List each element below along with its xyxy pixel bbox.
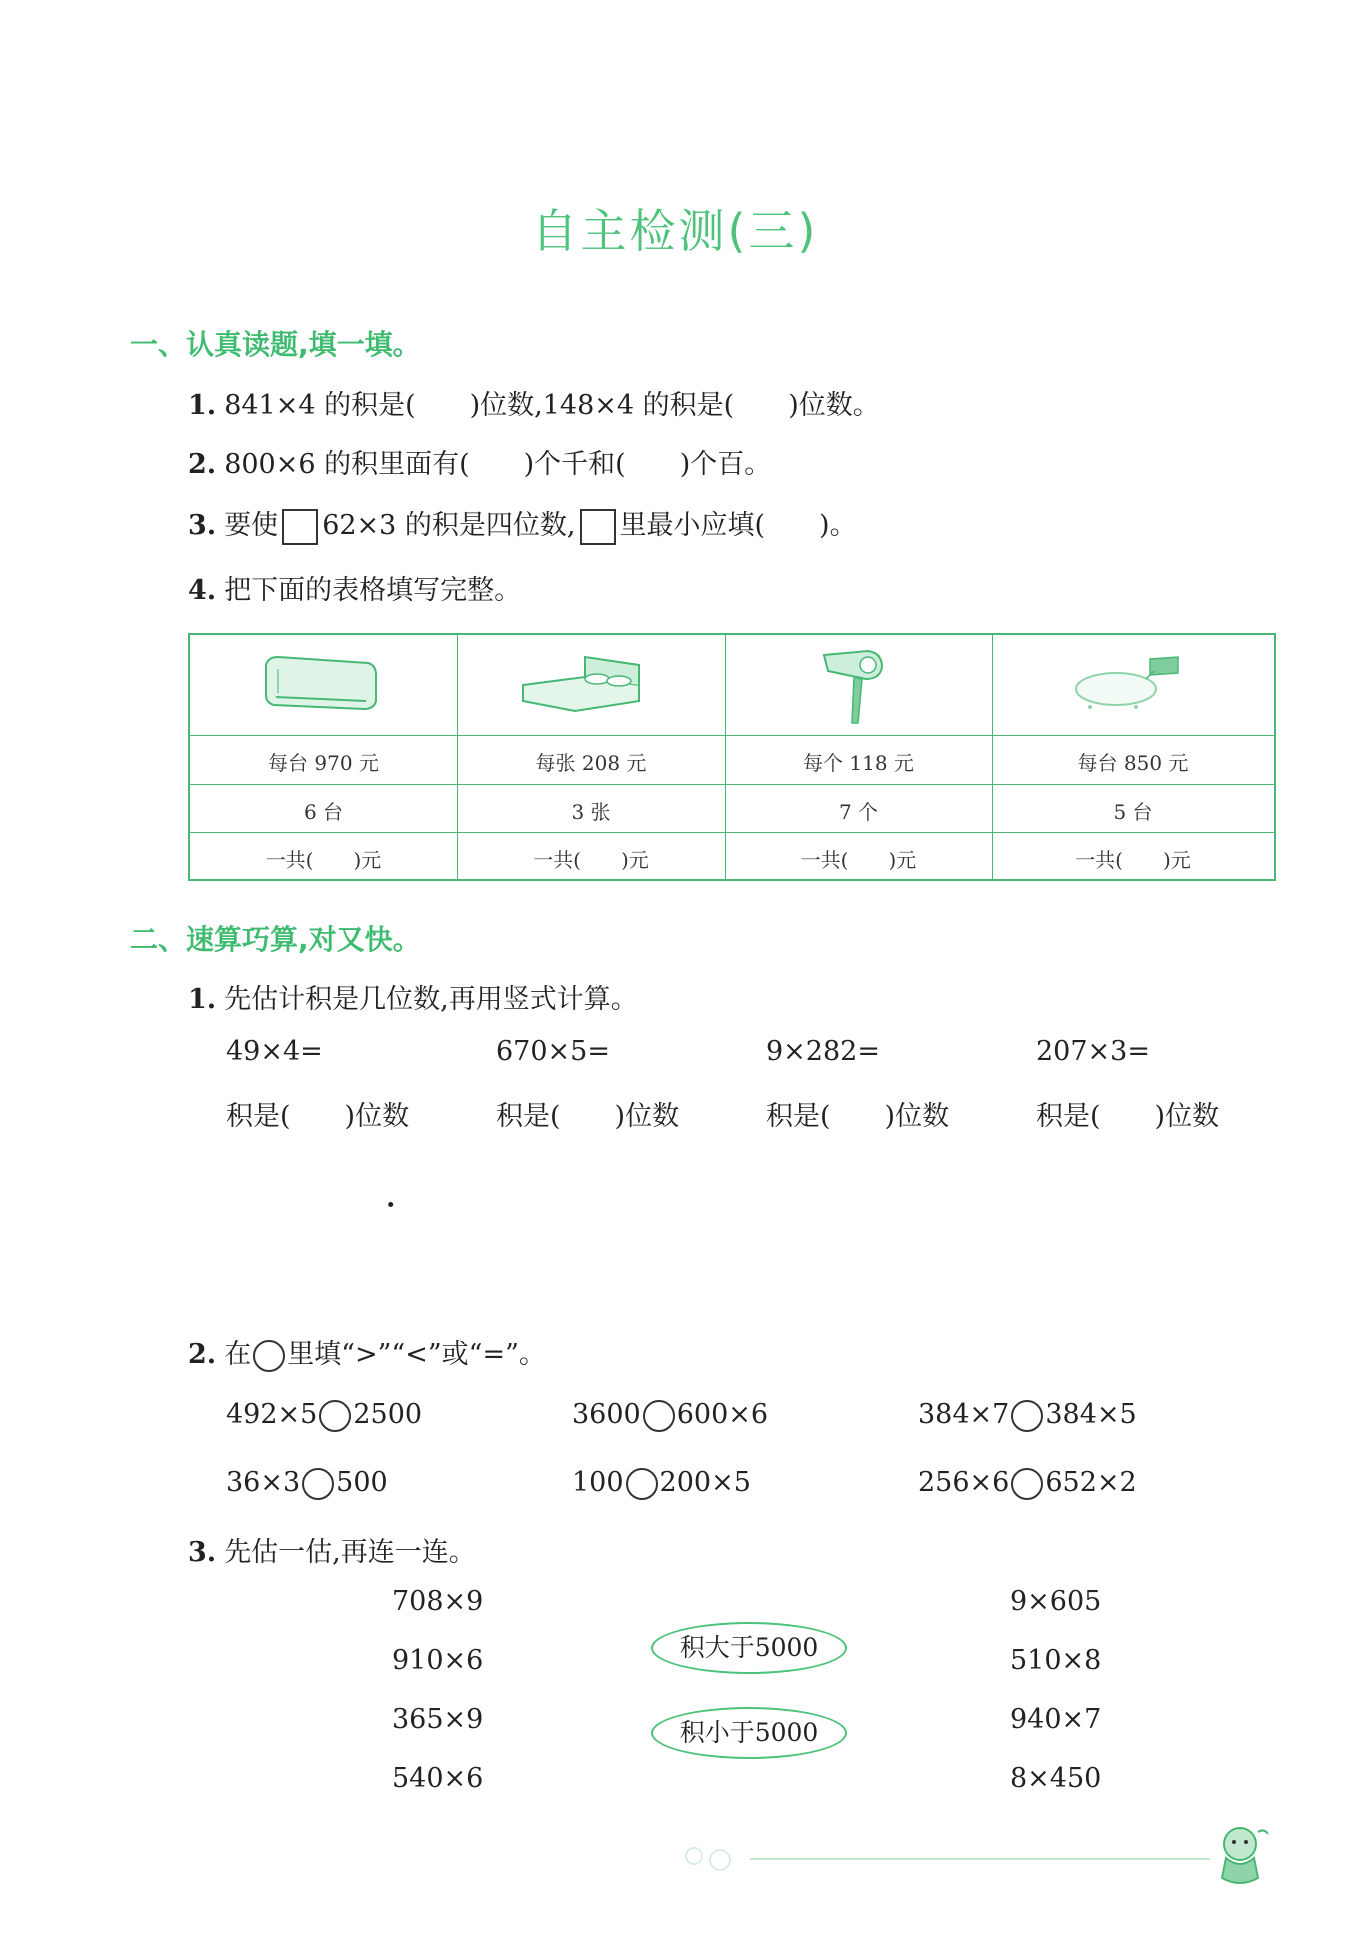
compare-item xyxy=(918,1399,1137,1432)
table-divider xyxy=(190,832,1274,833)
compare-right: 600×6 xyxy=(676,1399,769,1430)
question-2-3 xyxy=(188,1530,476,1569)
compare-circle[interactable] xyxy=(319,1400,351,1432)
section-1-heading: 一、认真读题,填一填。 xyxy=(130,328,421,361)
footer-divider xyxy=(750,1858,1210,1860)
question-text-b: 里填“>”“<”或“=”。 xyxy=(287,1339,546,1370)
question-1-3 xyxy=(188,503,857,545)
calc-answer[interactable]: 积是( )位数 xyxy=(1036,1101,1220,1132)
table-cell-total[interactable]: 一共( )元 xyxy=(800,848,917,872)
match-left-item[interactable]: 910×6 xyxy=(392,1645,484,1676)
compare-left: 3600 xyxy=(572,1399,641,1430)
question-text: 先估计积是几位数,再用竖式计算。 xyxy=(224,984,638,1015)
compare-left: 384×7 xyxy=(918,1399,1010,1430)
stray-dot: · xyxy=(386,1190,396,1221)
question-text: 800×6 的积里面有( )个千和( )个百。 xyxy=(224,449,772,480)
table-cell-price: 每台 970 元 xyxy=(268,751,379,775)
table-cell-qty: 3 张 xyxy=(571,800,611,824)
compare-left: 492×5 xyxy=(226,1399,318,1430)
compare-circle[interactable] xyxy=(643,1400,675,1432)
oval-less-than-5000[interactable]: 积小于5000 xyxy=(651,1707,847,1759)
answer-box-reference xyxy=(580,509,616,545)
page-title: 自主检测(三) xyxy=(531,204,819,258)
compare-right: 384×5 xyxy=(1045,1399,1137,1430)
air-conditioner-icon xyxy=(260,649,380,721)
question-number: 2. xyxy=(188,449,217,480)
question-text-a: 在 xyxy=(224,1339,252,1370)
compare-item xyxy=(226,1399,422,1432)
compare-circle[interactable] xyxy=(626,1468,658,1500)
match-left-item[interactable]: 365×9 xyxy=(392,1704,484,1735)
bed-icon xyxy=(515,649,645,721)
table-cell-qty: 7 个 xyxy=(838,800,879,824)
table-divider xyxy=(190,735,1274,736)
calc-answer[interactable]: 积是( )位数 xyxy=(766,1101,950,1132)
match-right-item[interactable]: 8×450 xyxy=(1010,1763,1102,1794)
question-1-4 xyxy=(188,568,521,607)
circle-symbol xyxy=(253,1340,285,1372)
footer-bubbles-icon xyxy=(680,1836,740,1876)
question-number: 1. xyxy=(188,390,217,421)
compare-circle[interactable] xyxy=(1011,1400,1043,1432)
match-right-item[interactable]: 510×8 xyxy=(1010,1645,1102,1676)
price-table xyxy=(188,633,1276,881)
question-text-a: 要使 xyxy=(224,510,279,541)
question-number: 3. xyxy=(188,1537,217,1568)
compare-right: 2500 xyxy=(353,1399,423,1430)
question-number: 2. xyxy=(188,1339,217,1370)
question-number: 1. xyxy=(188,984,217,1015)
table-cell-price: 每张 208 元 xyxy=(535,751,647,775)
calc-answer[interactable]: 积是( )位数 xyxy=(226,1101,410,1132)
calc-expression: 9×282= xyxy=(766,1036,880,1067)
compare-item xyxy=(918,1467,1137,1500)
calc-expression: 49×4= xyxy=(226,1036,323,1067)
question-number: 4. xyxy=(188,575,217,606)
match-right-item[interactable]: 940×7 xyxy=(1010,1704,1102,1735)
calc-expression: 670×5= xyxy=(496,1036,610,1067)
table-cell-qty: 5 台 xyxy=(1113,800,1153,824)
compare-right: 500 xyxy=(336,1467,388,1498)
compare-right: 200×5 xyxy=(659,1467,751,1498)
question-1-1 xyxy=(188,383,880,422)
compare-item xyxy=(226,1467,388,1500)
compare-circle[interactable] xyxy=(1011,1468,1043,1500)
table-cell-price: 每台 850 元 xyxy=(1077,751,1189,775)
table-cell-qty: 6 台 xyxy=(303,800,344,824)
mascot-icon xyxy=(1206,1822,1276,1894)
compare-left: 36×3 xyxy=(226,1467,301,1498)
question-2-2 xyxy=(188,1332,546,1372)
compare-item xyxy=(572,1399,768,1432)
question-text-c: 里最小应填( )。 xyxy=(619,510,857,541)
table-cell-total[interactable]: 一共( )元 xyxy=(533,848,649,872)
question-1-2 xyxy=(188,442,771,481)
match-right-item[interactable]: 9×605 xyxy=(1010,1586,1102,1617)
compare-circle[interactable] xyxy=(302,1468,334,1500)
compare-left: 100 xyxy=(572,1467,624,1498)
question-text: 先估一估,再连一连。 xyxy=(224,1537,476,1568)
calc-answer[interactable]: 积是( )位数 xyxy=(496,1101,680,1132)
table-divider xyxy=(190,784,1274,785)
robot-vacuum-icon xyxy=(1070,645,1190,725)
table-cell-total[interactable]: 一共( )元 xyxy=(265,848,382,872)
section-2-heading: 二、速算巧算,对又快。 xyxy=(130,923,421,956)
match-left-item[interactable]: 708×9 xyxy=(392,1586,484,1617)
oval-greater-than-5000[interactable]: 积大于5000 xyxy=(651,1622,847,1674)
compare-left: 256×6 xyxy=(918,1467,1010,1498)
table-cell-price: 每个 118 元 xyxy=(803,751,914,775)
answer-box[interactable] xyxy=(282,509,318,545)
compare-item xyxy=(572,1467,751,1500)
compare-right: 652×2 xyxy=(1045,1467,1137,1498)
question-text: 841×4 的积是( )位数,148×4 的积是( )位数。 xyxy=(224,390,880,421)
match-left-item[interactable]: 540×6 xyxy=(392,1763,484,1794)
question-text: 把下面的表格填写完整。 xyxy=(224,575,522,606)
question-number: 3. xyxy=(188,510,217,541)
table-cell-total[interactable]: 一共( )元 xyxy=(1075,848,1191,872)
hair-dryer-icon xyxy=(818,643,898,727)
question-text-b: 62×3 的积是四位数, xyxy=(322,510,576,541)
question-2-1 xyxy=(188,977,638,1016)
calc-expression: 207×3= xyxy=(1036,1036,1150,1067)
